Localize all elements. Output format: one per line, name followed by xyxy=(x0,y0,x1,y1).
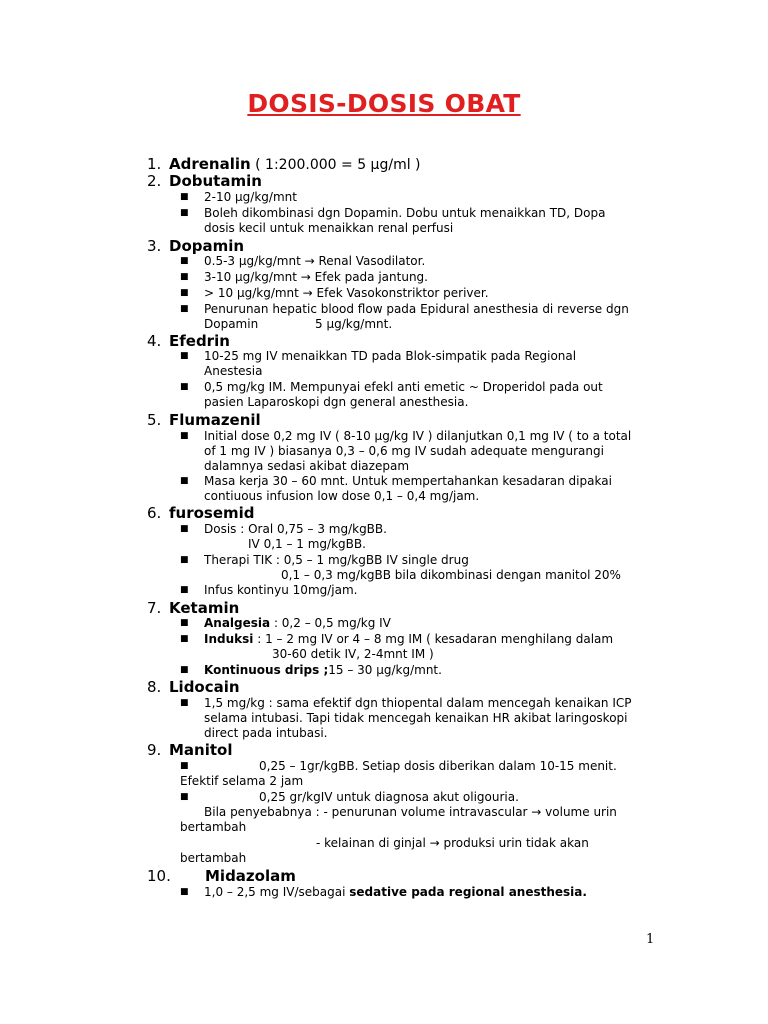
drug-heading-furosemid xyxy=(147,504,255,522)
dose-item: 0,25 gr/kgIV untuk diagnosa akut oligouria. xyxy=(259,790,519,804)
drug-heading-dobutamin xyxy=(147,172,262,190)
dose-item: Bila penyebabnya : - penurunan volume intravascular → volume urin xyxy=(204,805,617,819)
drug-name: Flumazenil xyxy=(169,411,261,429)
drug-name: Efedrin xyxy=(169,332,230,350)
bullet-icon: ■ xyxy=(180,351,189,361)
dose-item-continued: pasien Laparoskopi dgn general anesthesia. xyxy=(204,395,469,409)
dose-item: Penurunan hepatic blood flow pada Epidural anesthesia di reverse dgn xyxy=(204,302,629,316)
dose-item-continued: 30-60 detik IV, 2-4mnt IM ) xyxy=(272,647,434,661)
dose-item-continued: selama intubasi. Tapi tidak mencegah kenaikan HR akibat laringoskopi xyxy=(204,711,628,725)
dose-item xyxy=(204,885,587,900)
bullet-icon: ■ xyxy=(180,256,189,266)
dose-item-continued: - kelainan di ginjal → produksi urin tidak akan xyxy=(316,836,589,850)
dose-item: > 10 µg/kg/mnt → Efek Vasokonstriktor periver. xyxy=(204,286,489,300)
drug-heading-midazolam xyxy=(147,867,296,885)
dose-item-continued: Dopamin xyxy=(204,317,259,331)
dose-item-continued: dalamnya sedasi akibat diazepam xyxy=(204,459,410,473)
drug-name: Midazolam xyxy=(205,867,296,885)
dose-item-continued: dosis kecil untuk menaikkan renal perfusi xyxy=(204,221,454,235)
drug-number: 2. xyxy=(147,172,162,190)
drug-number: 9. xyxy=(147,741,162,759)
bullet-icon: ■ xyxy=(180,887,189,897)
dose-item: Dosis : Oral 0,75 – 3 mg/kgBB. xyxy=(204,522,387,536)
dose-item: Masa kerja 30 – 60 mnt. Untuk mempertahankan kesadaran dipakai xyxy=(204,474,612,488)
dose-item: 3-10 µg/kg/mnt → Efek pada jantung. xyxy=(204,270,428,284)
drug-number: 6. xyxy=(147,504,162,522)
dose-value: : 0,2 – 0,5 mg/kg IV xyxy=(270,616,391,630)
drug-number: 8. xyxy=(147,678,162,696)
dose-item: 0,5 mg/kg IM. Mempunyai efekl anti emetic ~ Droperidol pada out xyxy=(204,380,603,394)
bullet-icon: ■ xyxy=(180,304,189,314)
drug-number: 5. xyxy=(147,411,162,429)
drug-heading-manitol xyxy=(147,741,233,759)
dose-label: Analgesia xyxy=(204,616,271,630)
dose-item: Therapi TIK : 0,5 – 1 mg/kgBB IV single drug xyxy=(204,553,469,567)
drug-name: Ketamin xyxy=(169,599,240,617)
dose-item: 1,5 mg/kg : sama efektif dgn thiopental dalam mencegah kenaikan ICP xyxy=(204,696,632,710)
drug-number: 7. xyxy=(147,599,162,617)
bullet-icon: ■ xyxy=(180,792,189,802)
drug-name: furosemid xyxy=(169,504,255,522)
drug-heading-flumazenil xyxy=(147,411,261,429)
bullet-icon: ■ xyxy=(180,761,189,771)
bullet-icon: ■ xyxy=(180,665,189,675)
drug-heading-lidocain xyxy=(147,678,240,696)
dose-item: 0,25 – 1gr/kgBB. Setiap dosis diberikan dalam 10-15 menit. xyxy=(259,759,617,773)
drug-heading-dopamin xyxy=(147,237,244,255)
bullet-icon: ■ xyxy=(180,634,189,644)
dose-value: 15 – 30 µg/kg/mnt. xyxy=(328,663,442,677)
bullet-icon: ■ xyxy=(180,192,189,202)
dose-item-continued: contiuous infusion low dose 0,1 – 0,4 mg/jam. xyxy=(204,489,480,503)
drug-name: Dopamin xyxy=(169,237,245,255)
dose-item-continued: IV 0,1 – 1 mg/kgBB. xyxy=(248,537,366,551)
drug-number: 3. xyxy=(147,237,162,255)
drug-number: 10. xyxy=(147,867,171,885)
dose-item: Infus kontinyu 10mg/jam. xyxy=(204,583,358,597)
dose-item xyxy=(204,663,442,678)
bullet-icon: ■ xyxy=(180,555,189,565)
drug-number: 1. xyxy=(147,155,162,173)
drug-number: 4. xyxy=(147,332,162,350)
bullet-icon: ■ xyxy=(180,272,189,282)
drug-name: Lidocain xyxy=(169,678,240,696)
dose-item-continued: direct pada intubasi. xyxy=(204,726,328,740)
dose-item xyxy=(204,632,613,647)
dose-item-continued: Anestesia xyxy=(204,364,263,378)
drug-heading-efedrin xyxy=(147,332,230,350)
drug-note: ( 1:200.000 = 5 µg/ml ) xyxy=(250,157,421,173)
page-title: DOSIS-DOSIS OBAT xyxy=(247,89,521,118)
dose-item: 0.5-3 µg/kg/mnt → Renal Vasodilator. xyxy=(204,254,426,268)
bullet-icon: ■ xyxy=(180,618,189,628)
bullet-icon: ■ xyxy=(180,585,189,595)
drug-name: Dobutamin xyxy=(169,172,262,190)
bullet-icon: ■ xyxy=(180,698,189,708)
dose-item: 2-10 µg/kg/mnt xyxy=(204,190,297,204)
dose-item-continued: bertambah xyxy=(180,851,247,865)
dose-value: : 1 – 2 mg IV or 4 – 8 mg IM ( kesadaran menghilang dalam xyxy=(253,632,614,646)
dose-emphasis: sedative pada regional anesthesia. xyxy=(349,885,587,899)
drug-name: Manitol xyxy=(169,741,233,759)
dose-item-continued: Efektif selama 2 jam xyxy=(180,774,304,788)
dose-item: 10-25 mg IV menaikkan TD pada Blok-simpatik pada Regional xyxy=(204,349,577,363)
dose-item: Initial dose 0,2 mg IV ( 8-10 µg/kg IV ) dilanjutkan 0,1 mg IV ( to a total xyxy=(204,429,632,443)
drug-heading-adrenalin xyxy=(147,155,421,173)
bullet-icon: ■ xyxy=(180,208,189,218)
dose-item: Boleh dikombinasi dgn Dopamin. Dobu untuk menaikkan TD, Dopa xyxy=(204,206,606,220)
dose-label: Kontinuous drips ; xyxy=(204,663,329,677)
dose-value: 1,0 – 2,5 mg IV/sebagai xyxy=(204,885,350,899)
dose-item xyxy=(204,616,391,631)
dose-item-continued: 0,1 – 0,3 mg/kgBB bila dikombinasi dengan manitol 20% xyxy=(281,568,621,582)
bullet-icon: ■ xyxy=(180,524,189,534)
bullet-icon: ■ xyxy=(180,382,189,392)
dose-label: Induksi xyxy=(204,632,254,646)
bullet-icon: ■ xyxy=(180,288,189,298)
drug-heading-ketamin xyxy=(147,599,239,617)
bullet-icon: ■ xyxy=(180,431,189,441)
dose-item-continued: of 1 mg IV ) biasanya 0,3 – 0,6 mg IV sudah adequate mengurangi xyxy=(204,444,604,458)
bullet-icon: ■ xyxy=(180,476,189,486)
drug-name: Adrenalin xyxy=(169,155,251,173)
page-number: 1 xyxy=(646,932,655,947)
dose-item-continued: bertambah xyxy=(180,820,247,834)
dose-item-continued: 5 µg/kg/mnt. xyxy=(315,317,393,331)
